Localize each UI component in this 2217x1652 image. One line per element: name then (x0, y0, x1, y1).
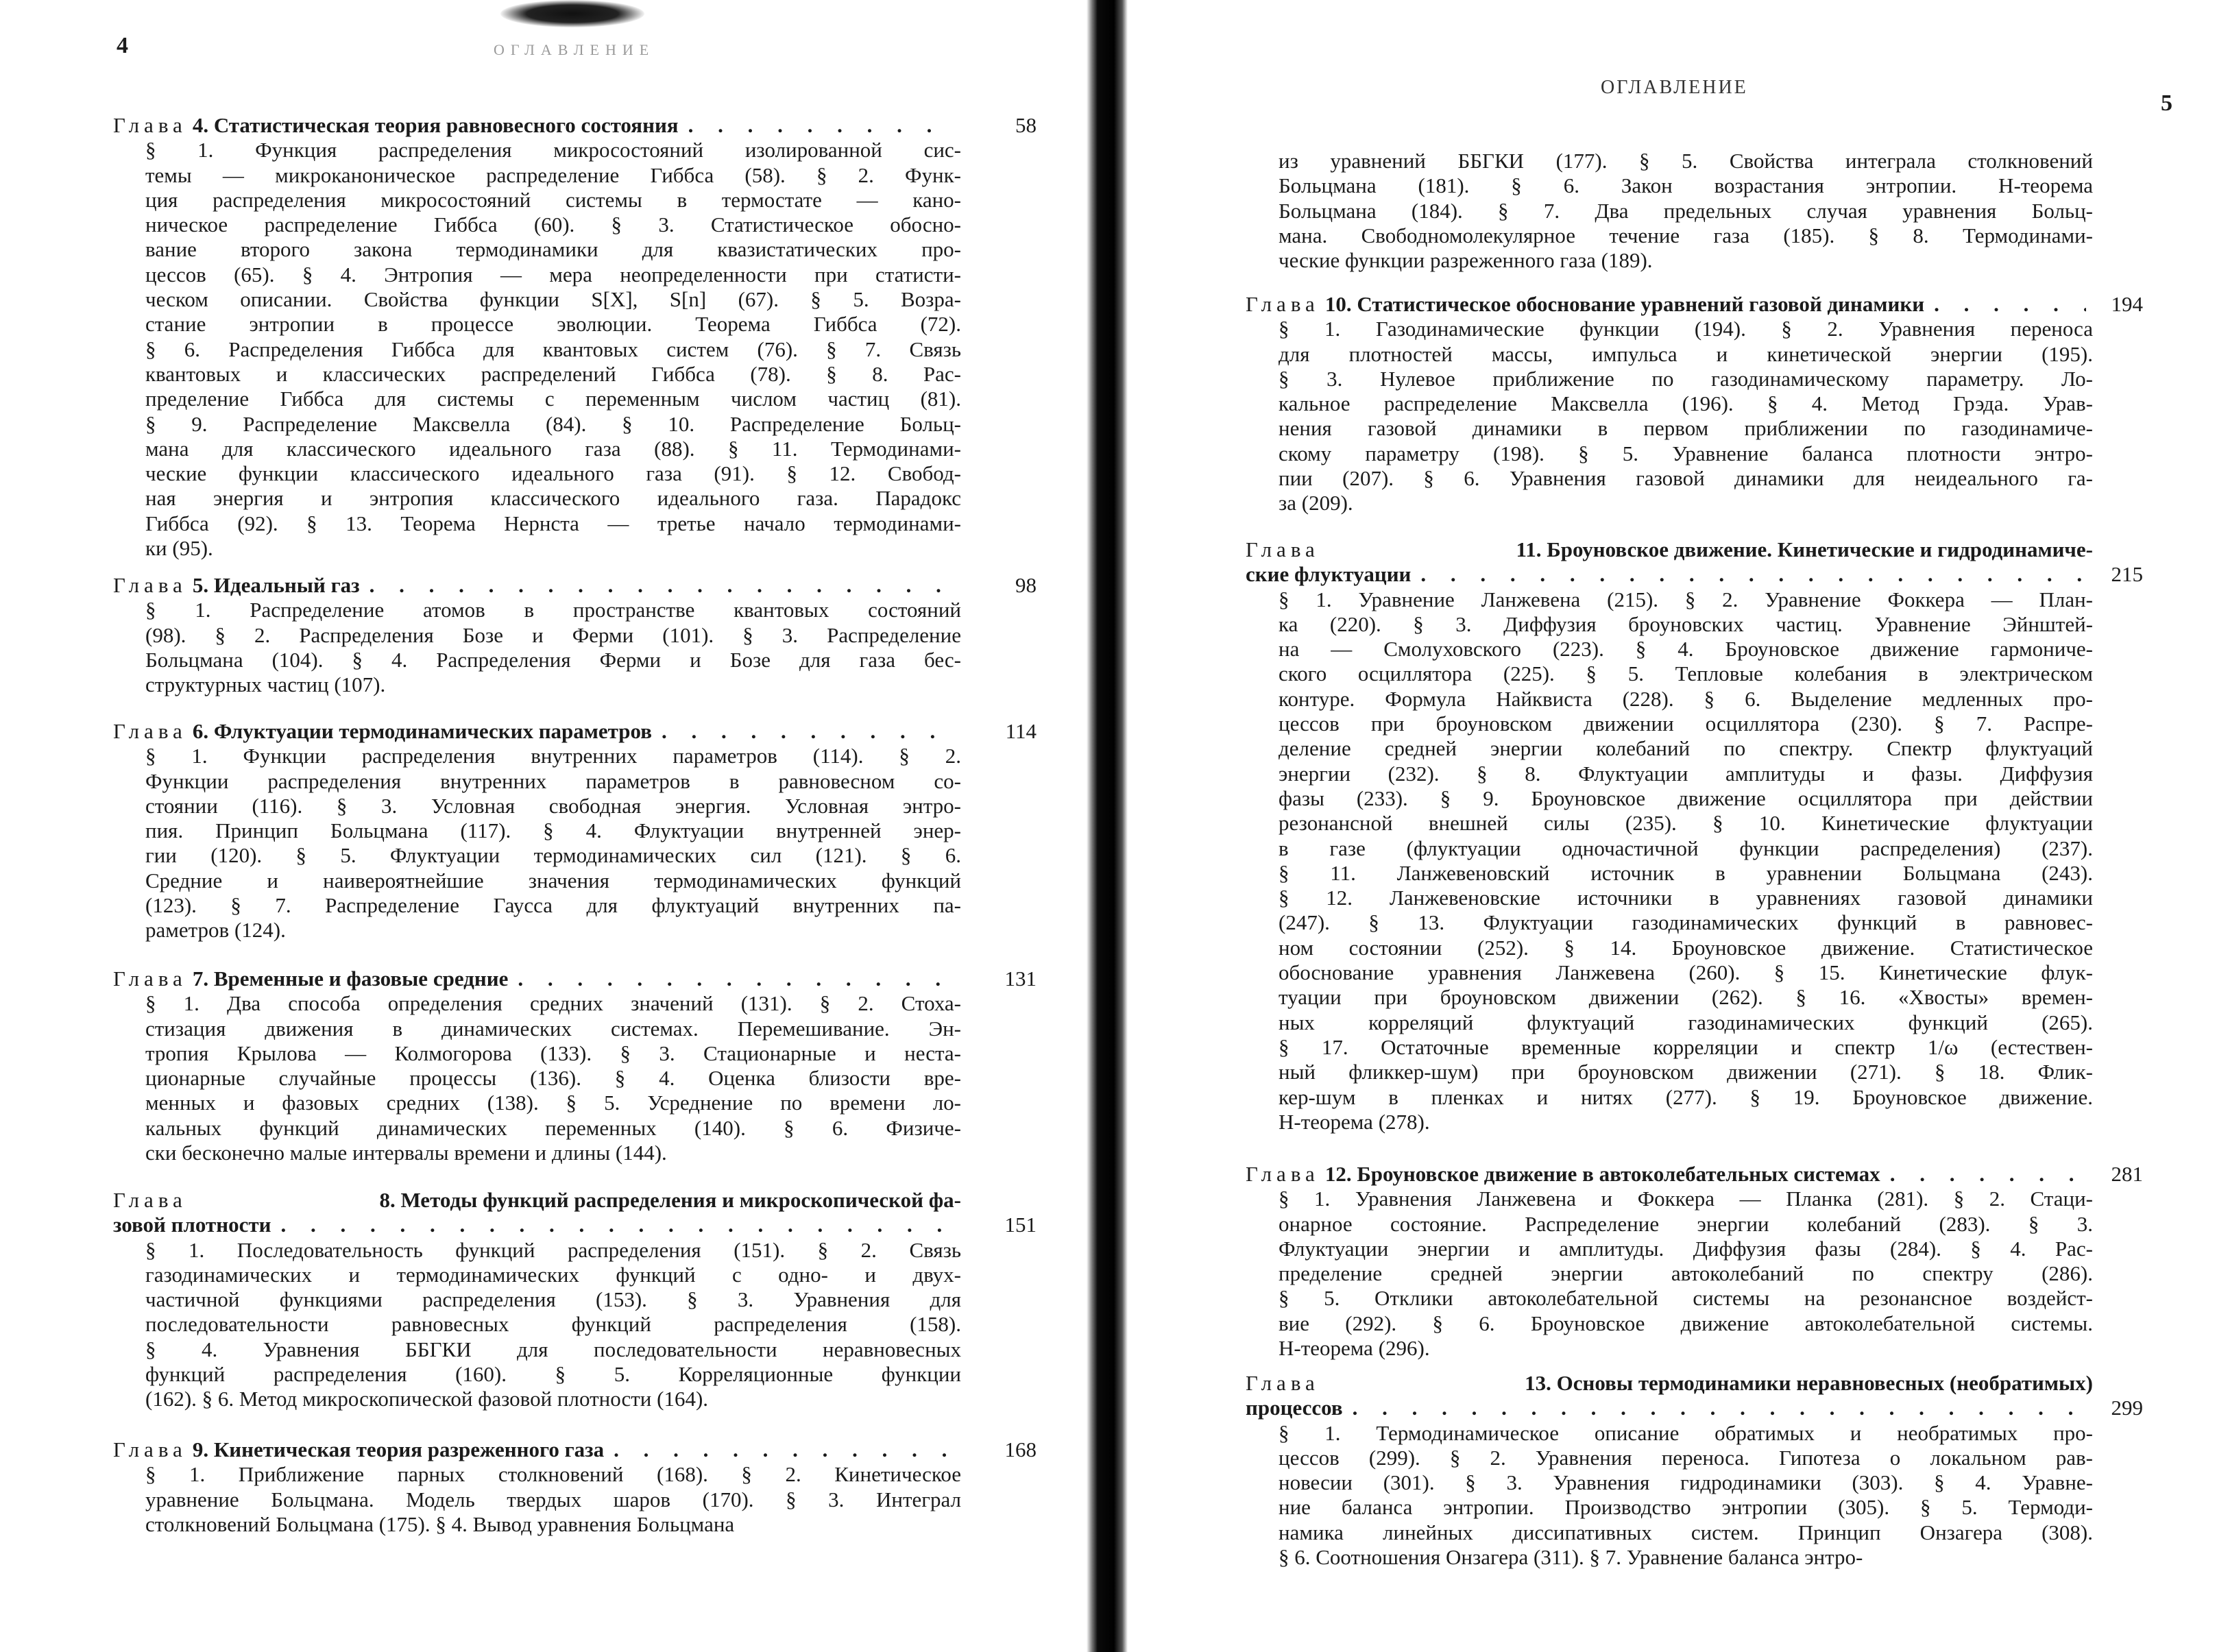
chapter-title-line (1246, 292, 2143, 317)
section-text-line: ных корреляций флуктуаций газодинамических функций (265). (1279, 1010, 2093, 1034)
toc-chapter-entry (113, 573, 1037, 697)
section-text-line: ническое распределение Гиббса (60). § 3. Статистическое обосно- (145, 212, 961, 237)
chapter-sections (145, 138, 961, 561)
chapter-title: 6. Флуктуации термодинамических параметров (192, 719, 652, 743)
chapter-title: 8. Методы функций распределения и микроскопической фа- (379, 1188, 961, 1212)
chapter-label: Глава (1246, 1371, 1320, 1395)
section-text-line: последовательности равновесных функций распределения (158). (145, 1312, 961, 1337)
section-text-line: (123). § 7. Распределение Гаусса для флуктуаций внутренних па- (145, 893, 961, 918)
chapter-sections (1279, 317, 2093, 515)
chapter-label: Глава (1246, 537, 1320, 561)
chapter-title: 5. Идеальный газ (192, 573, 360, 597)
dot-leader (1890, 1162, 2086, 1187)
section-text-line: § 3. Нулевое приближение по газодинамическому параметру. Ло- (1279, 366, 2093, 391)
dot-leader (688, 113, 954, 138)
section-text-line: туации при броуновском движении (262). § 16. «Хвосты» времен- (1279, 985, 2093, 1010)
section-text-line: кальное распределение Максвелла (196). § 4. Метод Грэда. Урав- (1279, 391, 2093, 416)
section-text-line: обоснование уравнения Ланжевена (260). § 15. Кинетические флук- (1279, 960, 2093, 985)
section-text-line: (162). § 6. Метод микроскопической фазовой плотности (164). (145, 1387, 709, 1411)
section-text-line: ние баланса энтропии. Производство энтропии (305). § 5. Термоди- (1279, 1495, 2093, 1520)
section-text-line: на — Смолуховского (223). § 4. Броуновское движение гармониче- (1279, 637, 2093, 661)
entry-text-line: Больцмана (184). § 7. Два предельных случая уравнения Больц- (1279, 198, 2093, 223)
section-text-line: ция распределения микросостояний системы в термостате — кано- (145, 187, 961, 212)
section-text-line: § 12. Ланжевеновские источники в уравнениях газовой динамики (1279, 886, 2093, 910)
entry-text-line: Больцмана (181). § 6. Закон возрастания энтропии. H-теорема (1279, 173, 2093, 198)
section-text-line: Флуктуации энергии и амплитуды. Диффузия фазы (284). § 4. Рас- (1279, 1236, 2093, 1261)
toc-chapter-entry (113, 1188, 1037, 1412)
chapter-title: 4. Статистическая теория равновесного состояния (192, 113, 679, 137)
chapter-label: Глава (1246, 1162, 1320, 1186)
chapter-label: Глава (113, 719, 187, 743)
section-text-line: § 1. Функция распределения микросостояний изолированной сис- (145, 138, 961, 162)
section-text-line: намика линейных диссипативных систем. Принцип Онзагера (308). (1279, 1520, 2093, 1544)
chapter-title: 7. Временные и фазовые средние (192, 967, 509, 991)
section-text-line: новесии (301). § 3. Уравнения гидродинамики (303). § 4. Уравне- (1279, 1470, 2093, 1495)
chapter-title: процессов (1246, 1396, 1343, 1420)
section-text-line: резонансной внешней силы (235). § 10. Кинетические флуктуации (1279, 811, 2093, 836)
chapter-label: Глава (113, 113, 187, 137)
section-text-line: § 1. Термодинамическое описание обратимых и необратимых про- (1279, 1420, 2093, 1445)
chapter-title-line (1246, 1396, 2143, 1420)
book-gutter (1087, 0, 1128, 1652)
chapter-label: Глава (113, 1437, 187, 1461)
section-text-line: кальных функций динамических переменных (140). § 6. Физиче- (145, 1115, 961, 1140)
dot-leader (1420, 562, 2086, 587)
section-text-line: Функции распределения внутренних параметров в равновесном со- (145, 768, 961, 793)
section-text-line: стание энтропии в процессе эволюции. Теорема Гиббса (72). (145, 312, 961, 337)
toc-chapter-entry (113, 719, 1037, 943)
dot-leader (280, 1213, 954, 1237)
chapter-label: Глава (113, 967, 187, 991)
chapter-title: 13. Основы термодинамики неравновесных (необратимых) (1525, 1371, 2093, 1395)
chapter-page-number: 299 (2111, 1396, 2143, 1420)
chapter-page-number: 151 (1004, 1213, 1037, 1237)
section-text-line: ски бесконечно малые интервалы времени и длины (144). (145, 1141, 667, 1165)
section-text-line: цессов при броуновском движении осциллятора (230). § 7. Распре- (1279, 712, 2093, 736)
section-text-line: темы — микроканоническое распределение Гиббса (58). § 2. Функ- (145, 162, 961, 187)
section-text-line: менных и фазовых средних (138). § 5. Усреднение по времени ло- (145, 1091, 961, 1115)
section-text-line: стоянии (116). § 3. Условная свободная энергия. Условная энтро- (145, 793, 961, 818)
section-text-line: за (209). (1279, 491, 1353, 515)
section-text-line: столкновений Больцмана (175). § 4. Вывод уравнения Больцмана (145, 1511, 735, 1536)
toc-chapter-entry (113, 113, 1037, 561)
dot-leader (370, 573, 954, 598)
left-page (0, 0, 1090, 1652)
section-text-line: ческом описании. Свойства функции S[X], S[n] (67). § 5. Возра- (145, 287, 961, 312)
dot-leader (614, 1437, 954, 1462)
chapter-label: Глава (113, 573, 187, 597)
chapter-title-line (1246, 1371, 2093, 1396)
chapter-title: ские флуктуации (1246, 562, 1412, 587)
section-text-line: § 1. Газодинамические функции (194). § 2. Уравнения переноса (1279, 317, 2093, 341)
section-text-line: пределение Гиббса для системы с переменным числом частиц (81). (145, 387, 961, 411)
chapter-page-number: 281 (2111, 1162, 2143, 1186)
section-text-line: § 1. Функции распределения внутренних параметров (114). § 2. (145, 744, 961, 768)
section-text-line: § 6. Соотношения Онзагера (311). § 7. Уравнение баланса энтро- (1279, 1545, 1863, 1570)
section-text-line: § 4. Уравнения ББГКИ для последовательности неравновесных (145, 1337, 961, 1361)
chapter-label: Глава (113, 1188, 187, 1212)
section-text-line: Гиббса (92). § 13. Теорема Нернста — третье начало термодинами- (145, 511, 961, 535)
section-text-line: кер-шум в пленках и нитях (277). § 19. Броуновское движение. (1279, 1084, 2093, 1109)
section-text-line: (247). § 13. Флуктуации газодинамических функций в равновес- (1279, 910, 2093, 935)
chapter-sections (145, 744, 961, 943)
section-text-line: гии (120). § 5. Флуктуации термодинамических сил (121). § 6. (145, 843, 961, 868)
chapter-sections (145, 1238, 961, 1412)
chapter-sections (145, 598, 961, 697)
toc-chapter-entry (113, 1437, 1037, 1537)
chapter-title-line (113, 719, 1037, 744)
section-text-line: контуре. Формула Найквиста (228). § 6. Выделение медленных про- (1279, 686, 2093, 711)
chapter-sections (145, 991, 961, 1165)
chapter-sections (1279, 587, 2093, 1135)
running-header: ОГЛАВЛЕНИЕ (494, 41, 655, 58)
section-text-line: § 1. Последовательность функций распределения (151). § 2. Связь (145, 1237, 961, 1262)
continued-entry (1279, 149, 2093, 273)
chapter-sections (1279, 1421, 2093, 1570)
section-text-line: онарное состояние. Распределение энергии колебаний (283). § 3. (1279, 1211, 2093, 1236)
page-number: 4 (117, 33, 128, 58)
section-text-line: скому параметру (198). § 5. Уравнение баланса плотности энтро- (1279, 441, 2093, 465)
section-text-line: Средние и наивероятнейшие значения термодинамических функций (145, 868, 961, 892)
section-text-line: H-теорема (296). (1279, 1336, 1430, 1361)
right-page (1124, 0, 2217, 1652)
section-text-line: Больцмана (104). § 4. Распределения Ферми и Бозе для газа бес- (145, 647, 961, 672)
dot-leader (1353, 1396, 2086, 1420)
section-text-line: пия. Принцип Больцмана (117). § 4. Флуктуации внутренней энер- (145, 818, 961, 843)
section-text-line: функций распределения (160). § 5. Корреляционные функции (145, 1362, 961, 1387)
section-text-line: ная энергия и энтропия классического идеального газа. Парадокс (145, 486, 961, 511)
section-text-line: вание второго закона термодинамики для квазистатических про- (145, 237, 961, 262)
section-text-line: вие (292). § 6. Броуновское движение автоколебательной системы. (1279, 1311, 2093, 1335)
chapter-title: 11. Броуновское движение. Кинетические и гидродинамиче- (1516, 537, 2093, 561)
chapter-title-line (113, 573, 1037, 598)
running-header: ОГЛАВЛЕНИЕ (1601, 77, 1748, 98)
chapter-page-number: 215 (2111, 562, 2143, 587)
section-text-line: фазы (233). § 9. Броуновское движение осциллятора при действии (1279, 786, 2093, 810)
section-text-line: ка (220). § 3. Диффузия броуновских частиц. Уравнение Эйнштей- (1279, 611, 2093, 636)
chapter-title-line (113, 967, 1037, 991)
section-text-line: § 6. Распределения Гиббса для квантовых систем (76). § 7. Связь (145, 337, 961, 361)
section-text-line: ный фликкер-шум) при броуновском движении (271). § 18. Флик- (1279, 1060, 2093, 1084)
chapter-title: 9. Кинетическая теория разреженного газа (192, 1437, 605, 1461)
section-text-line: § 17. Остаточные временные корреляции и спектр 1/ω (естествен- (1279, 1034, 2093, 1059)
section-text-line: ционарные случайные процессы (136). § 4. Оценка близости вре- (145, 1066, 961, 1091)
section-text-line: ческие функции классического идеального газа (91). § 12. Свобод- (145, 461, 961, 486)
chapter-label: Глава (1246, 292, 1320, 316)
section-text-line: пии (207). § 6. Уравнения газовой динамики для неидеального га- (1279, 466, 2093, 491)
section-text-line: H-теорема (278). (1279, 1109, 1430, 1134)
section-text-line: § 11. Ланжевеновский источник в уравнении Больцмана (243). (1279, 860, 2093, 885)
section-text-line: энергии (232). § 8. Флуктуации амплитуды и фазы. Диффузия (1279, 761, 2093, 786)
chapter-page-number: 168 (1004, 1437, 1037, 1461)
chapter-sections (145, 1462, 961, 1537)
section-text-line: § 1. Уравнение Ланжевена (215). § 2. Уравнение Фоккера — План- (1279, 587, 2093, 611)
toc-chapter-entry (1246, 1371, 2143, 1570)
chapter-title-line (113, 1437, 1037, 1462)
section-text-line: структурных частиц (107). (145, 672, 386, 697)
chapter-title-line (1246, 537, 2093, 562)
chapter-page-number: 58 (1015, 113, 1037, 137)
section-text-line: мана для классического идеального газа (88). § 11. Термодинами- (145, 436, 961, 461)
section-text-line: цессов (299). § 2. Уравнения переноса. Гипотеза о локальном рав- (1279, 1445, 2093, 1470)
chapter-title: 10. Статистическое обоснование уравнений газовой динамики (1324, 292, 1925, 316)
section-text-line: ки (95). (145, 536, 213, 561)
toc-chapter-entry (1246, 292, 2143, 516)
section-text-line: квантовых и классических распределений Гиббса (78). § 8. Рас- (145, 361, 961, 386)
toc-chapter-entry (1246, 1162, 2143, 1361)
section-text-line: цессов (65). § 4. Энтропия — мера неопределенности при статисти- (145, 262, 961, 287)
section-text-line: § 5. Отклики автоколебательной системы на резонансное воздейст- (1279, 1286, 2093, 1311)
chapter-title-line (113, 113, 1037, 138)
chapter-page-number: 131 (1004, 967, 1037, 991)
chapter-title-line (113, 1188, 961, 1213)
dot-leader (662, 719, 954, 744)
section-text-line: § 1. Уравнения Ланжевена и Фоккера — Планка (281). § 2. Стаци- (1279, 1187, 2093, 1211)
section-text-line: раметров (124). (145, 918, 286, 943)
section-text-line: частичной функциями распределения (153). § 3. Уравнения для (145, 1287, 961, 1312)
section-text-line: тропия Крылова — Колмогорова (133). § 3. Стационарные и неста- (145, 1041, 961, 1065)
section-text-line: § 1. Два способа определения средних значений (131). § 2. Стоха- (145, 991, 961, 1016)
section-text-line: пределение средней энергии автоколебаний по спектру (286). (1279, 1261, 2093, 1286)
section-text-line: уравнение Больцмана. Модель твердых шаров (170). § 3. Интеграл (145, 1487, 961, 1511)
chapter-title-line (113, 1213, 1037, 1237)
entry-text-line: из уравнений ББГКИ (177). § 5. Свойства интеграла столкновений (1279, 149, 2093, 173)
section-text-line: ном состоянии (252). § 14. Броуновское движение. Статистическое (1279, 935, 2093, 960)
section-text-line: (98). § 2. Распределения Бозе и Ферми (101). § 3. Распределение (145, 622, 961, 647)
chapter-title-line (1246, 562, 2143, 587)
section-text-line: стизация движения в динамических системах. Перемешивание. Эн- (145, 1016, 961, 1041)
chapter-page-number: 98 (1015, 573, 1037, 597)
chapter-title-line (1246, 1162, 2143, 1187)
chapter-page-number: 194 (2111, 292, 2143, 316)
toc-chapter-entry (1246, 537, 2143, 1134)
chapter-sections (1279, 1187, 2093, 1361)
toc-chapter-entry (113, 967, 1037, 1165)
dot-leader (1934, 292, 2086, 317)
page-number: 5 (2161, 90, 2172, 116)
section-text-line: деление средней энергии колебаний по спектру. Спектр флуктуаций (1279, 736, 2093, 761)
dot-leader (518, 967, 954, 991)
section-text-line: нения газовой динамики в первом приближении по газодинамиче- (1279, 416, 2093, 441)
entry-text-line: мана. Свободномолекулярное течение газа (185). § 8. Термодинами- (1279, 223, 2093, 247)
chapter-title: зовой плотности (113, 1213, 271, 1237)
section-text-line: для плотностей массы, импульса и кинетической энергии (195). (1279, 341, 2093, 366)
entry-text-line: ческие функции разреженного газа (189). (1279, 248, 1653, 273)
section-text-line: § 1. Приближение парных столкновений (168). § 2. Кинетическое (145, 1462, 961, 1487)
section-text-line: газодинамических и термодинамических функций с одно- и двух- (145, 1262, 961, 1287)
section-text-line: § 1. Распределение атомов в пространстве квантовых состояний (145, 598, 961, 622)
chapter-title: 12. Броуновское движение в автоколебательных системах (1324, 1162, 1880, 1186)
chapter-page-number: 114 (1005, 719, 1037, 743)
section-text-line: § 9. Распределение Максвелла (84). § 10. Распределение Больц- (145, 411, 961, 436)
section-text-line: в газе (флуктуации одночастичной функции распределения) (237). (1279, 836, 2093, 860)
section-text-line: ского осциллятора (225). § 5. Тепловые колебания в электрическом (1279, 661, 2093, 686)
